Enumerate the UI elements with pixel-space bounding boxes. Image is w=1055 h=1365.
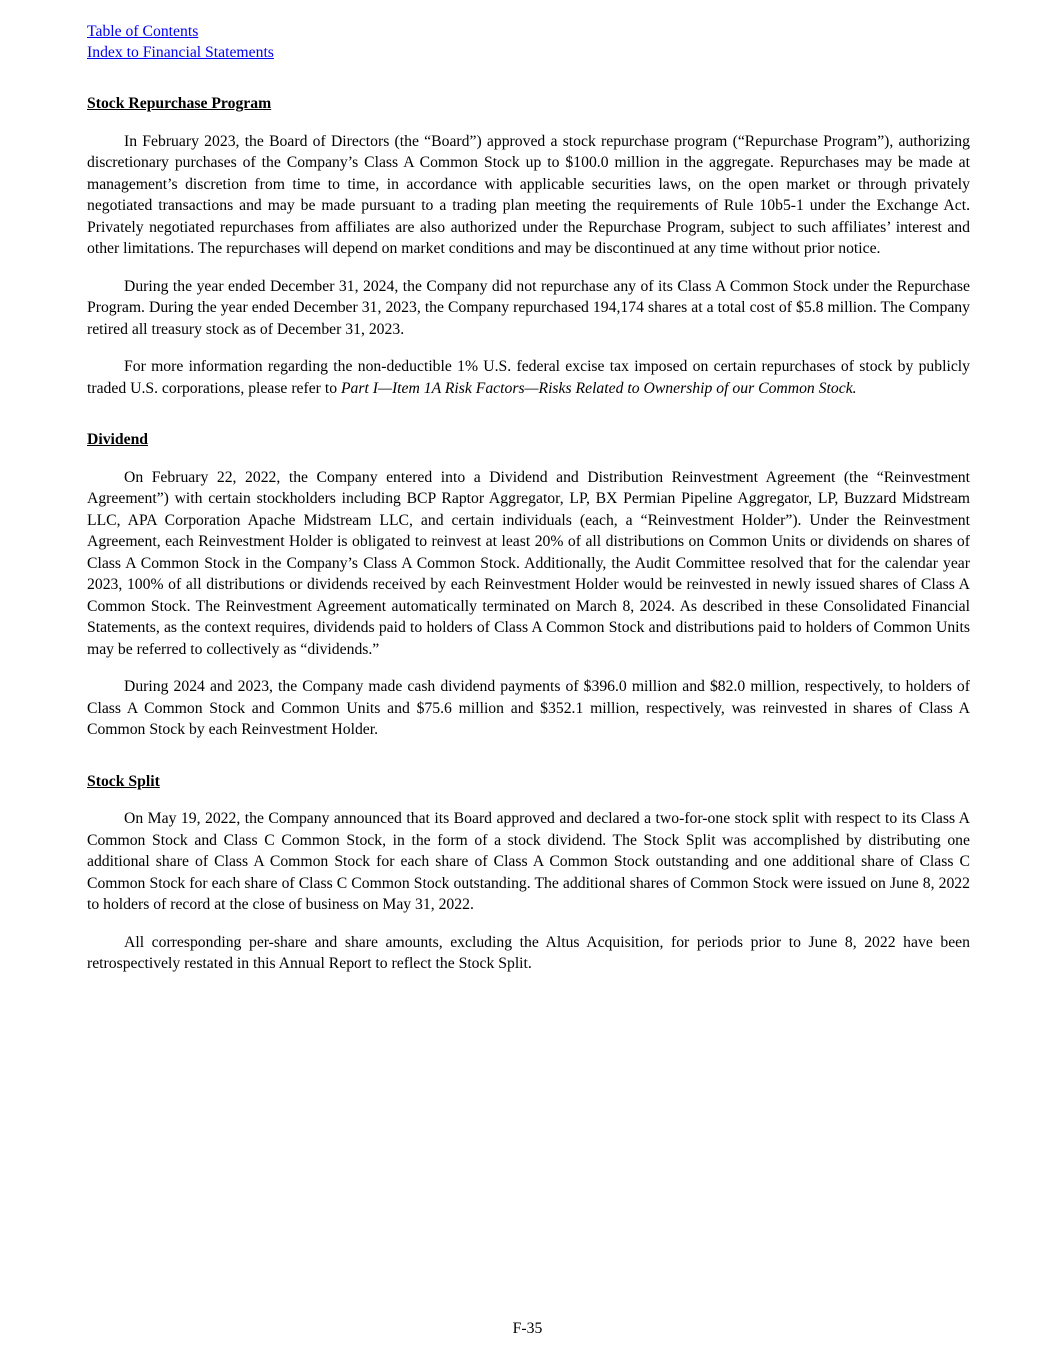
page-number: F-35 xyxy=(512,1319,543,1337)
paragraph: During the year ended December 31, 2024, the Company did not repurchase any of its Class A Common Stock under the Repurchase Program. During the year ended December 31, 2023, the Company repurchased 194,174 shares at a total cost of $5.8 million. The Company retired all treasury stock as of December 31, 2023. xyxy=(87,277,970,338)
table-of-contents-link[interactable]: Table of Contents xyxy=(87,23,199,40)
index-to-financial-statements-link[interactable]: Index to Financial Statements xyxy=(87,44,274,61)
paragraph: In February 2023, the Board of Directors (the “Board”) approved a stock repurchase program (“Repurchase Program”), authorizing discretionary purchases of the Company’s Class A Common Stock up to $100.0 million in the aggregate. Repurchases may be made at management’s discretion from time to time, in accordance with applicable securities laws, on the open market or through privately negotiated transactions and may be made pursuant to a trading plan meeting the requirements of Rule 10b5-1 under the Exchange Act. Privately negotiated repurchases from affiliates are also authorized under the Repurchase Program, subject to such affiliates’ interest and other limitations. The repurchases will depend on market conditions and may be discontinued at any time without prior notice. xyxy=(87,132,970,257)
page-footer xyxy=(0,1318,1055,1340)
paragraph: On February 22, 2022, the Company entered into a Dividend and Distribution Reinvestment Agreement (the “Reinvestment Agreement”) with certain stockholders including BCP Raptor Aggregator, LP, BX Permian Pipeline Aggregator, LP, Buzzard Midstream LLC, APA Corporation Apache Midstream LLC, and certain individuals (each, a “Reinvestment Holder”). Under the Reinvestment Agreement, each Reinvestment Holder is obligated to reinvest at least 20% of all distributions on Common Units or dividends on shares of Class A Common Stock in the Company’s Class A Common Stock. Additionally, the Audit Committee resolved that for the calendar year 2023, 100% of all distributions or dividends received by each Reinvestment Holder would be reinvested in newly issued shares of Class A Common Stock. The Reinvestment Agreement automatically terminated on March 8, 2024. As described in these Consolidated Financial Statements, as the context requires, dividends paid to holders of Class A Common Stock and distributions paid to holders of Common Units may be referred to collectively as “dividends.” xyxy=(87,468,970,658)
paragraph-text: For more information regarding the non-deductible 1% U.S. federal excise tax imposed on certain repurchases of stock by publicly traded U.S. corporations, please refer to xyxy=(87,358,970,397)
section-heading-dividend: Dividend xyxy=(87,431,149,448)
paragraph-text-italic: Part I—Item 1A Risk Factors—Risks Related to Ownership of our Common Stock. xyxy=(340,379,857,397)
section-stock-repurchase-program xyxy=(87,93,970,399)
top-navigation xyxy=(87,21,970,63)
section-dividend xyxy=(87,429,970,741)
section-heading-stock-repurchase-program: Stock Repurchase Program xyxy=(87,95,272,112)
paragraph: On May 19, 2022, the Company announced that its Board approved and declared a two-for-one stock split with respect to its Class A Common Stock and Class C Common Stock, in the form of a stock dividend. The Stock Split was accomplished by distributing one additional share of Class A Common Stock for each share of Class A Common Stock outstanding and one additional share of Class C Common Stock for each share of Class C Common Stock outstanding. The additional shares of Common Stock were issued on June 8, 2022 to holders of record at the close of business on May 31, 2022. xyxy=(87,810,970,913)
paragraph: During 2024 and 2023, the Company made cash dividend payments of $396.0 million and $82.0 million, respectively, to holders of Class A Common Stock and Common Units and $75.6 million and $352.1 million, respectively, was reinvested in shares of Class A Common Stock by each Reinvestment Holder. xyxy=(87,678,970,738)
section-heading-stock-split: Stock Split xyxy=(87,772,160,790)
paragraph: All corresponding per-share and share amounts, excluding the Altus Acquisition, for periods prior to June 8, 2022 have been retrospectively restated in this Annual Report to reflect the Stock Split. xyxy=(87,933,970,972)
paragraph xyxy=(87,356,970,399)
section-stock-split xyxy=(87,771,970,975)
